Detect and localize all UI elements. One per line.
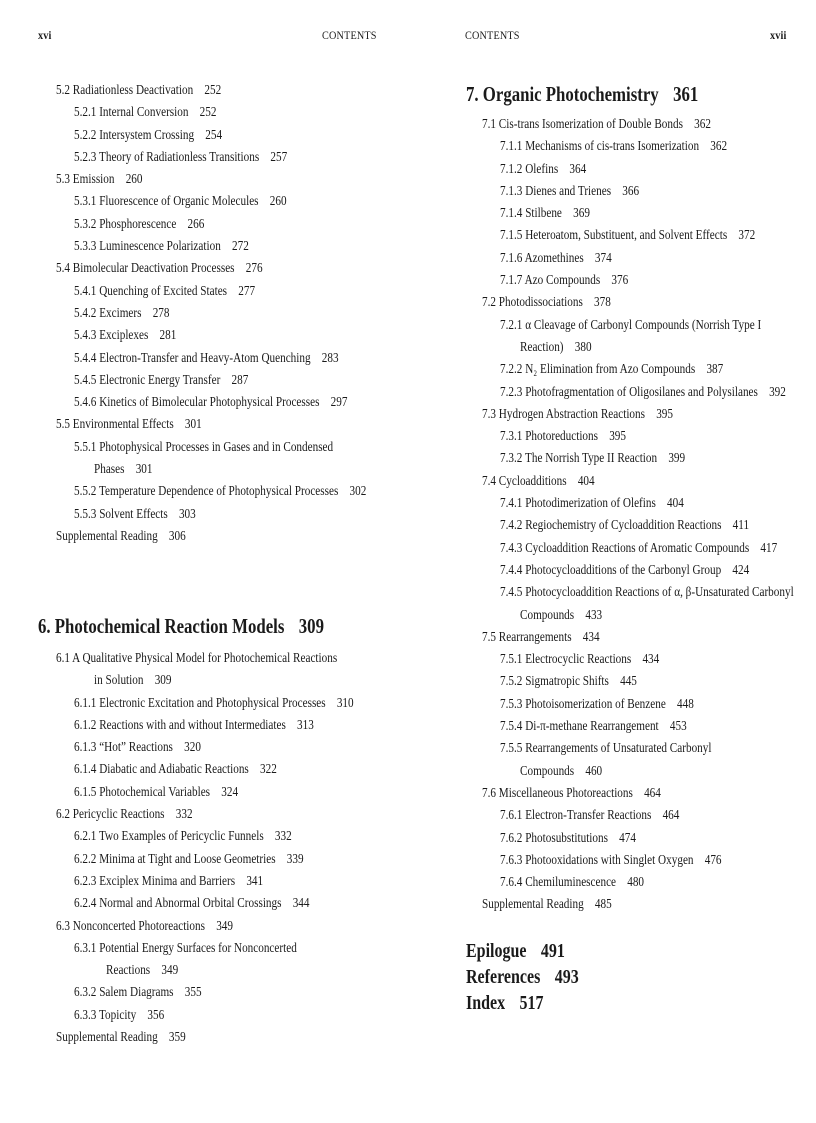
toc-entry[interactable] [106, 960, 348, 982]
toc-entry[interactable] [500, 538, 778, 560]
toc-entry-page: 362 [710, 139, 728, 155]
toc-entry-title: 7.5 Rearrangements [482, 629, 572, 645]
toc-entry[interactable] [74, 938, 341, 960]
toc-entry-title: 7.6.2 Photosubstitutions [500, 830, 608, 846]
toc-entry-title: 7.4 Cycloadditions [482, 473, 567, 489]
toc-entry[interactable] [74, 849, 341, 871]
toc-entry[interactable] [74, 893, 341, 915]
toc-entry[interactable] [500, 159, 753, 181]
toc-entry-title: 7.1.5 Heteroatom, Substituent, and Solvent Effects [500, 228, 728, 244]
toc-entry-page: 448 [676, 696, 694, 712]
toc-entry-title: 5.3 Emission [56, 172, 115, 188]
toc-entry-page: 480 [627, 875, 645, 891]
toc-entry-title: 7.5.1 Electrocyclic Reactions [500, 652, 632, 668]
toc-entry-page: 372 [738, 228, 756, 244]
toc-entry-page: 309 [154, 673, 172, 689]
toc-entry-page: 278 [152, 305, 170, 321]
toc-entry-page: 434 [582, 629, 600, 645]
toc-entry-title: 6.2.4 Normal and Abnormal Orbital Crossings [74, 896, 282, 912]
back-matter-page: 491 [540, 940, 565, 962]
toc-entry-title: Compounds [520, 607, 575, 623]
toc-entry-title: 5.2.2 Intersystem Crossing [74, 127, 195, 143]
toc-entry-page: 411 [732, 518, 750, 534]
toc-entry-page: 460 [585, 763, 603, 779]
right-running-title: CONTENTS [465, 28, 520, 42]
toc-entry-title: Phases [94, 462, 125, 478]
toc-entry-page: 283 [321, 350, 339, 366]
toc-entry-page: 301 [184, 417, 202, 433]
toc-entry-title: 7.5.5 Rearrangements of Unsaturated Carbonyl [500, 741, 712, 757]
toc-entry[interactable] [500, 716, 753, 738]
toc-entry[interactable] [500, 582, 794, 604]
toc-entry-page: 378 [594, 295, 611, 311]
toc-entry[interactable] [500, 382, 786, 404]
toc-entry[interactable] [74, 826, 341, 848]
toc-entry-page: 281 [159, 328, 177, 344]
chapter6-title: 6. Photochemical Reaction Models [38, 614, 285, 638]
toc-entry[interactable] [500, 649, 753, 671]
toc-entry[interactable] [74, 214, 341, 236]
toc-entry-title: 7.6.3 Photooxidations with Singlet Oxygen [500, 852, 694, 868]
toc-entry-title: 7.1.1 Mechanisms of cis-trans Isomerization [500, 139, 700, 155]
toc-entry-title: 6.1.3 “Hot” Reactions [74, 740, 173, 756]
toc-entry-title: 7.1.7 Azo Compounds [500, 273, 601, 289]
toc-entry-title: 7.4.1 Photodimerization of Olefins [500, 496, 656, 512]
toc-entry-page: 404 [667, 496, 684, 512]
toc-entry-page: 339 [286, 851, 304, 867]
toc-entry-page: 302 [349, 484, 367, 500]
toc-entry-page: 257 [270, 149, 288, 165]
toc-entry-title: 7.6.1 Electron-Transfer Reactions [500, 808, 652, 824]
supplemental-reading-entry[interactable] [56, 1027, 338, 1049]
toc-entry-page: 364 [569, 161, 587, 177]
toc-entry-page: 260 [269, 194, 287, 210]
toc-entry[interactable] [74, 191, 341, 213]
toc-entry-title: 7.6.4 Chemiluminescence [500, 875, 617, 891]
toc-entry-title: 7.4.5 Photocycloaddition Reactions of α, β-Unsaturated Carbonyl [500, 585, 794, 601]
section5-toc [0, 80, 408, 548]
toc-entry[interactable] [74, 481, 367, 503]
left-page-number: xvi [38, 28, 52, 42]
toc-entry-title: 5.4.1 Quenching of Excited States [74, 283, 228, 299]
chapter7-toc [408, 114, 816, 917]
toc-entry-title: Supplemental Reading [56, 528, 158, 544]
toc-entry-title: 5.4.6 Kinetics of Bimolecular Photophysical Processes [74, 395, 320, 411]
toc-entry-page: 306 [168, 528, 186, 544]
toc-entry[interactable] [74, 348, 341, 370]
toc-entry[interactable] [500, 828, 753, 850]
toc-entry-page: 399 [668, 451, 686, 467]
toc-entry[interactable] [56, 169, 338, 191]
chapter6-block [0, 612, 408, 1049]
chapter7-block [408, 80, 816, 917]
toc-entry-title: 5.5.3 Solvent Effects [74, 506, 168, 522]
toc-entry[interactable] [56, 414, 338, 436]
toc-entry[interactable] [500, 694, 753, 716]
toc-entry[interactable] [74, 504, 341, 526]
toc-entry-page: 464 [662, 808, 680, 824]
toc-entry-title: 5.2.3 Theory of Radiationless Transitions [74, 149, 260, 165]
toc-entry[interactable] [482, 292, 749, 314]
toc-entry[interactable] [500, 671, 753, 693]
toc-entry[interactable] [74, 737, 341, 759]
toc-entry[interactable] [500, 493, 753, 515]
toc-entry[interactable] [74, 1005, 341, 1027]
toc-entry-title: 6.1.4 Diabatic and Adiabatic Reactions [74, 762, 249, 778]
toc-entry-title: 6.3.3 Topicity [74, 1007, 137, 1023]
toc-entry[interactable] [482, 783, 749, 805]
toc-entry-page: 276 [245, 261, 263, 277]
toc-entry[interactable] [74, 392, 348, 414]
toc-entry[interactable] [500, 515, 753, 537]
toc-entry[interactable] [74, 693, 354, 715]
toc-entry[interactable] [500, 850, 753, 872]
toc-entry-title: 6.2.1 Two Examples of Pericyclic Funnels [74, 829, 264, 845]
toc-entry[interactable] [56, 648, 338, 670]
back-matter-page: 493 [554, 966, 579, 988]
toc-entry-page: 433 [585, 607, 603, 623]
toc-entry-title: 6.2 Pericyclic Reactions [56, 807, 165, 823]
toc-entry-page: 485 [594, 897, 612, 913]
toc-entry-page: 376 [611, 273, 629, 289]
left-running-title: CONTENTS [322, 28, 377, 42]
toc-entry-page: 324 [221, 784, 239, 800]
toc-entry-page: 474 [619, 830, 636, 846]
toc-entry-title: 7.1.3 Dienes and Trienes [500, 183, 612, 199]
toc-entry-title: 7.2.2 N₂ Elimination from Azo Compounds [500, 362, 696, 378]
toc-entry-page: 359 [168, 1030, 186, 1046]
chapter7-page: 361 [673, 82, 699, 106]
back-matter-entry[interactable] [466, 938, 746, 964]
toc-entry[interactable] [500, 248, 753, 270]
toc-entry-page: 445 [620, 674, 637, 690]
toc-entry-title: 7.1 Cis-trans Isomerization of Double Bonds [482, 117, 683, 132]
toc-entry-page: 341 [246, 873, 264, 889]
back-matter-entry[interactable] [466, 990, 746, 1016]
toc-entry-title: Reactions [106, 963, 151, 979]
toc-entry[interactable] [482, 114, 749, 136]
toc-entry-title: 6.1.5 Photochemical Variables [74, 784, 211, 800]
toc-entry-page: 322 [260, 762, 277, 778]
toc-entry-title: 5.3.3 Luminescence Polarization [74, 239, 221, 255]
toc-entry-title: 6.1 A Qualitative Physical Model for Photochemical Reactions [56, 651, 338, 666]
toc-entry[interactable] [500, 448, 753, 470]
toc-entry[interactable] [500, 805, 753, 827]
toc-entry[interactable] [74, 871, 341, 893]
toc-entry-page: 349 [161, 963, 179, 979]
toc-entry[interactable] [74, 236, 341, 258]
right-page [408, 0, 816, 1123]
toc-entry-title: 7.4.2 Regiochemistry of Cycloaddition Reactions [500, 518, 722, 534]
toc-entry-title: 5.4.3 Exciplexes [74, 328, 149, 344]
toc-entry[interactable] [74, 759, 341, 781]
toc-entry-page: 387 [706, 362, 724, 378]
toc-entry-page: 476 [704, 852, 722, 868]
chapter6-page: 309 [298, 614, 324, 638]
supplemental-reading-entry[interactable] [482, 894, 749, 916]
toc-entry-page: 277 [238, 283, 256, 299]
toc-entry[interactable] [74, 370, 341, 392]
toc-entry[interactable] [500, 225, 756, 247]
toc-entry-page: 395 [656, 406, 673, 422]
toc-entry[interactable] [74, 982, 341, 1004]
toc-entry-page: 424 [732, 562, 750, 578]
toc-entry-title: 6.3 Nonconcerted Photoreactions [56, 918, 205, 934]
back-matter-title: Epilogue [466, 940, 527, 962]
toc-entry[interactable] [74, 715, 341, 737]
toc-entry-title: 7.1.6 Azomethines [500, 250, 584, 266]
chapter6-toc [0, 648, 408, 1049]
toc-entry-title: 5.4.2 Excimers [74, 305, 142, 321]
toc-entry-page: 380 [574, 339, 592, 355]
toc-entry-title: 7.2.3 Photofragmentation of Oligosilanes and Polysilanes [500, 384, 758, 400]
toc-entry-title: 7.3.1 Photoreductions [500, 429, 598, 445]
toc-entry-page: 332 [274, 829, 292, 845]
toc-entry[interactable] [482, 627, 749, 649]
toc-entry-title: 6.3.2 Salem Diagrams [74, 985, 174, 1001]
toc-entry-title: 7.4.4 Photocycloadditions of the Carbonyl Group [500, 562, 722, 578]
toc-entry[interactable] [94, 459, 345, 481]
toc-entry-title: 7.6 Miscellaneous Photoreactions [482, 785, 633, 801]
toc-entry[interactable] [74, 125, 341, 147]
toc-entry[interactable] [500, 136, 753, 158]
toc-entry-title: 5.4 Bimolecular Deactivation Processes [56, 261, 235, 277]
toc-entry-title: 6.1.2 Reactions with and without Intermediates [74, 717, 286, 733]
toc-entry[interactable] [500, 181, 753, 203]
toc-entry[interactable] [500, 315, 762, 337]
toc-entry-title: 6.1.1 Electronic Excitation and Photophysical Processes [74, 695, 326, 711]
toc-entry-page: 362 [694, 117, 711, 132]
toc-entry-title: 7.4.3 Cycloaddition Reactions of Aromatic Compounds [500, 540, 750, 556]
toc-entry[interactable] [74, 325, 341, 347]
toc-entry-page: 332 [175, 807, 193, 823]
toc-entry[interactable] [520, 761, 757, 783]
back-matter-entry[interactable] [466, 964, 746, 990]
back-matter-title: Index [466, 992, 506, 1014]
toc-entry[interactable] [520, 605, 757, 627]
toc-entry-page: 313 [297, 717, 314, 733]
toc-entry-page: 355 [184, 985, 202, 1001]
toc-entry-page: 254 [205, 127, 223, 143]
toc-entry-page: 272 [232, 239, 249, 255]
toc-entry[interactable] [520, 337, 757, 359]
toc-entry-title: 5.5.1 Photophysical Processes in Gases and in Condensed [74, 439, 334, 455]
toc-entry[interactable] [500, 560, 753, 582]
toc-entry-title: Supplemental Reading [56, 1030, 158, 1046]
toc-entry-title: 7.3.2 The Norrish Type II Reaction [500, 451, 658, 467]
toc-entry[interactable] [500, 203, 753, 225]
toc-entry-page: 404 [577, 473, 595, 489]
toc-entry-title: 5.4.5 Electronic Energy Transfer [74, 372, 221, 388]
toc-entry-page: 464 [644, 785, 661, 801]
toc-entry-title: 7.1.2 Olefins [500, 161, 559, 177]
toc-entry-title: 7.5.2 Sigmatropic Shifts [500, 674, 609, 690]
toc-entry[interactable] [94, 670, 345, 692]
toc-entry-page: 301 [135, 462, 153, 478]
toc-entry-title: 7.5.4 Di-π-methane Rearrangement [500, 719, 659, 735]
right-page-number: xvii [770, 28, 787, 42]
toc-entry[interactable] [56, 258, 338, 280]
toc-entry[interactable] [500, 738, 753, 760]
toc-entry-title: 5.5.2 Temperature Dependence of Photophysical Processes [74, 484, 339, 500]
toc-entry-title: 6.2.3 Exciplex Minima and Barriers [74, 873, 236, 889]
toc-entry-page: 344 [292, 896, 310, 912]
toc-entry-page: 266 [187, 216, 205, 232]
toc-entry-title: Compounds [520, 763, 575, 779]
toc-entry[interactable] [74, 303, 341, 325]
toc-entry[interactable] [500, 359, 753, 381]
toc-entry-page: 392 [769, 384, 786, 400]
back-matter-page: 517 [519, 992, 544, 1014]
toc-entry-title: 7.5.3 Photoisomerization of Benzene [500, 696, 666, 712]
chapter7-heading[interactable] [466, 80, 746, 108]
toc-entry-title: Supplemental Reading [482, 897, 584, 913]
toc-entry[interactable] [482, 471, 749, 493]
toc-entry-page: 252 [204, 83, 222, 98]
toc-entry-page: 395 [609, 429, 626, 445]
toc-entry[interactable] [74, 147, 341, 169]
toc-entry-title: 7.1.4 Stilbene [500, 206, 562, 222]
toc-entry-page: 453 [669, 719, 687, 735]
toc-entry-page: 417 [760, 540, 778, 556]
toc-entry[interactable] [500, 270, 753, 292]
toc-entry-page: 366 [622, 183, 640, 199]
toc-entry-title: 6.2.2 Minima at Tight and Loose Geometries [74, 851, 276, 867]
toc-entry-page: 252 [199, 105, 217, 121]
toc-entry[interactable] [56, 804, 338, 826]
toc-entry-title: 5.4.4 Electron-Transfer and Heavy-Atom Quenching [74, 350, 311, 366]
toc-entry-title: Reaction) [520, 339, 564, 355]
supplemental-reading-entry[interactable] [56, 526, 338, 548]
toc-entry-page: 310 [336, 695, 354, 711]
toc-entry-title: 6.3.1 Potential Energy Surfaces for Nonconcerted [74, 940, 297, 956]
back-matter-title: References [466, 966, 541, 988]
toc-entry-page: 287 [231, 372, 249, 388]
toc-entry[interactable] [74, 782, 341, 804]
chapter7-title: 7. Organic Photochemistry [466, 82, 659, 106]
chapter6-heading[interactable] [38, 612, 334, 640]
toc-entry-title: 5.5 Environmental Effects [56, 417, 174, 433]
toc-entry[interactable] [74, 281, 341, 303]
toc-entry-title: 7.2.1 α Cleavage of Carbonyl Compounds (Norrish Type I [500, 317, 762, 333]
toc-entry-page: 369 [573, 206, 590, 222]
toc-entry-title: 5.3.2 Phosphorescence [74, 216, 177, 232]
toc-entry[interactable] [74, 437, 341, 459]
back-matter [408, 938, 816, 1016]
toc-entry-page: 320 [184, 740, 201, 756]
toc-entry-title: 7.3 Hydrogen Abstraction Reactions [482, 406, 645, 422]
toc-entry-page: 303 [178, 506, 196, 522]
toc-entry-page: 297 [330, 395, 348, 411]
toc-entry-page: 349 [216, 918, 233, 934]
toc-entry-title: 7.2 Photodissociations [482, 295, 583, 311]
toc-entry-title: 5.3.1 Fluorescence of Organic Molecules [74, 194, 259, 210]
toc-entry[interactable] [482, 404, 749, 426]
toc-entry-title: in Solution [94, 673, 144, 689]
toc-entry-title: 5.2.1 Internal Conversion [74, 105, 189, 121]
toc-entry[interactable] [56, 80, 338, 102]
toc-entry[interactable] [500, 872, 753, 894]
toc-entry[interactable] [56, 916, 338, 938]
toc-entry[interactable] [500, 426, 753, 448]
toc-entry-page: 434 [642, 652, 660, 668]
toc-entry-page: 374 [594, 250, 612, 266]
toc-entry-page: 260 [125, 172, 143, 188]
toc-entry-page: 356 [147, 1007, 165, 1023]
toc-entry-title: 5.2 Radiationless Deactivation [56, 83, 194, 98]
toc-entry[interactable] [74, 102, 341, 124]
